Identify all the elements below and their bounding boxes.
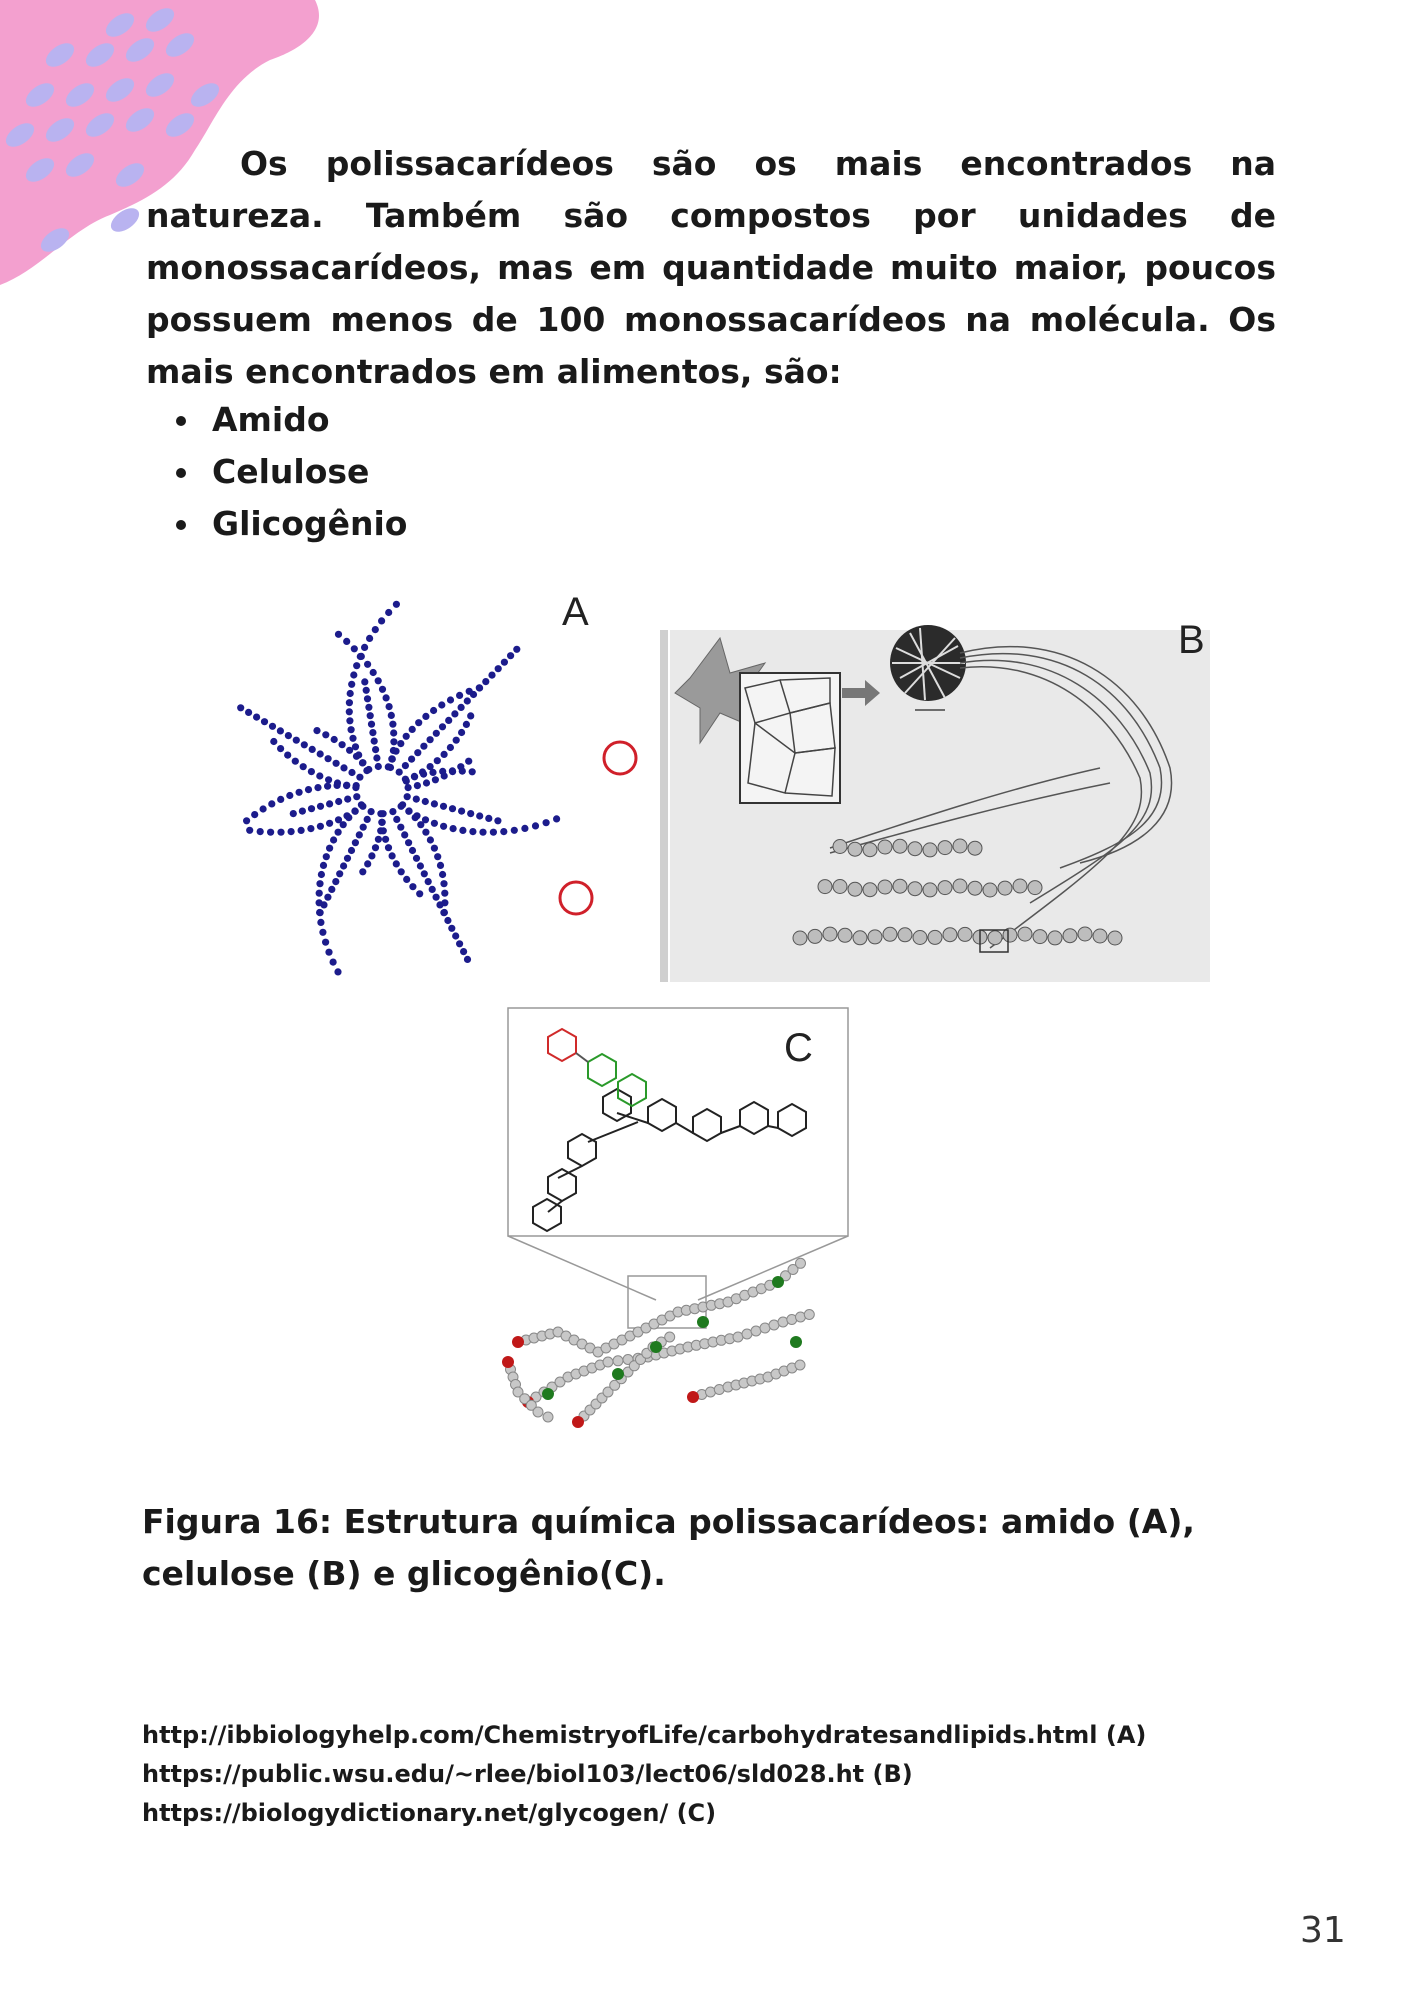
reference-link[interactable]: https://public.wsu.edu/~rlee/biol103/lect06/sld028.ht (B): [142, 1760, 913, 1788]
intro-paragraph-text: Os polissacarídeos são os mais encontrados na natureza. Também são compostos por unidades de monossacarídeos, mas em quantidade muito maior, poucos possuem menos de 100 monossacarídeos na molécula. Os mais encontrados em alimentos, são:: [146, 144, 1276, 391]
figure-panel-glycogen: [478, 1002, 858, 1432]
list-item: Amido: [170, 394, 407, 446]
intro-paragraph: [146, 138, 1276, 398]
panel-label-a: A: [562, 590, 589, 634]
cellulose-diagram: [660, 618, 1240, 983]
reference-link[interactable]: https://biologydictionary.net/glycogen/ (C): [142, 1799, 717, 1827]
panel-label-c: C: [784, 1026, 813, 1070]
reference-link[interactable]: http://ibbiologyhelp.com/ChemistryofLife/carbohydratesandlipids.html (A): [142, 1721, 1147, 1749]
references: [142, 1716, 1146, 1833]
list-item: Glicogênio: [170, 498, 407, 550]
starch-diagram: [232, 590, 652, 990]
figure-panel-cellulose: [660, 618, 1240, 983]
list-item: Celulose: [170, 446, 407, 498]
panel-label-b: B: [1178, 618, 1205, 662]
polysaccharide-list: [170, 394, 407, 550]
figure-panel-starch: [232, 590, 652, 990]
page-number: 31: [1300, 1910, 1346, 1951]
figure-caption: Figura 16: Estrutura química polissacarídeos: amido (A), celulose (B) e glicogênio(C).: [142, 1502, 1195, 1593]
